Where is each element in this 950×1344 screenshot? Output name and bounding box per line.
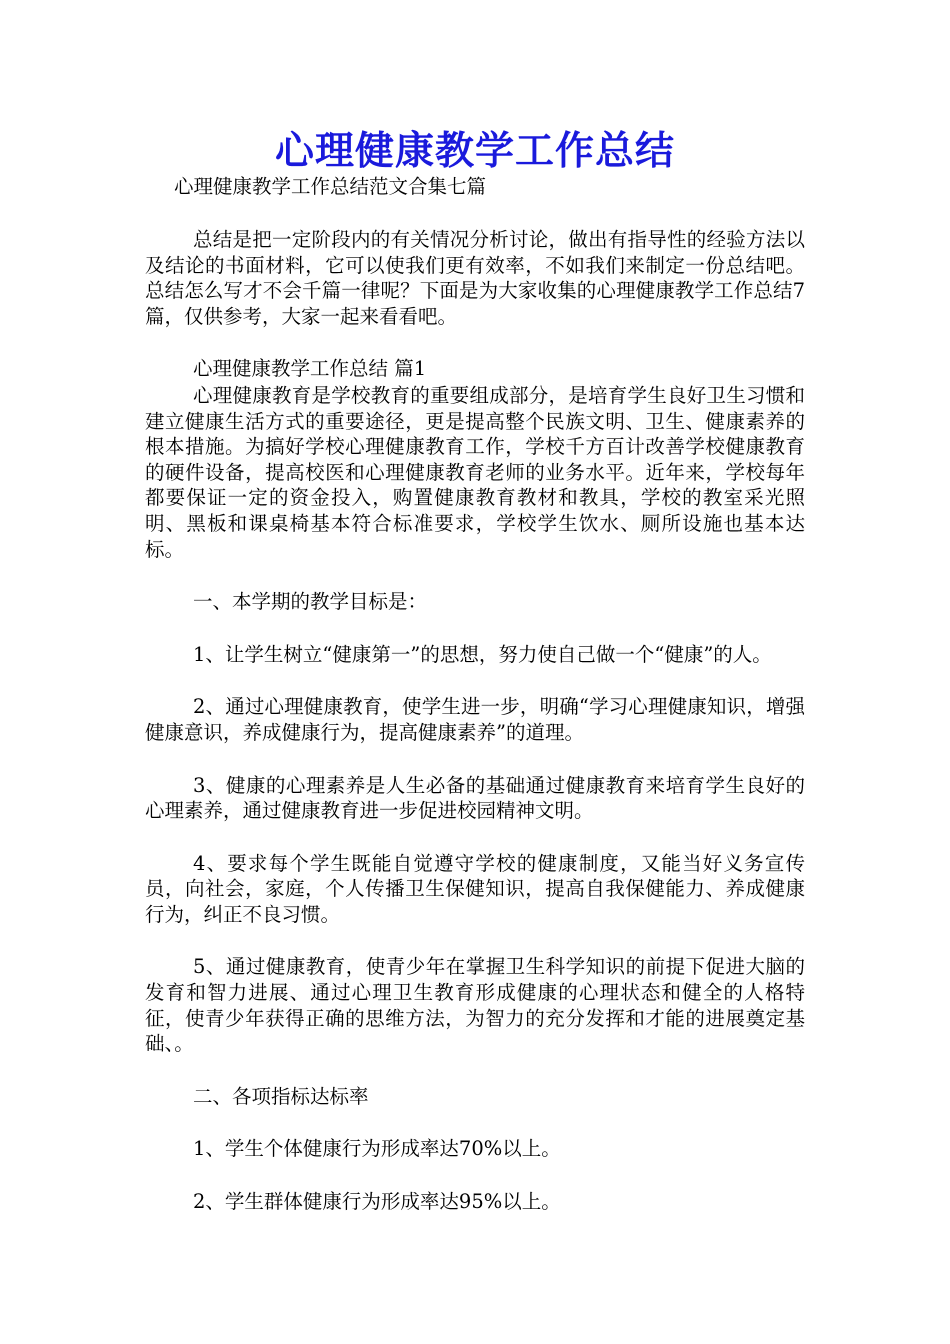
section-heading: 心理健康教学工作总结 篇1	[193, 357, 427, 381]
document-body	[145, 128, 805, 1215]
goal-item-5: 5、通过健康教育，使青少年在掌握卫生科学知识的前提下促进大脑的发育和智力进展、通过心理卫生教育形成健康的心理状态和健全的人格特征，使青少年获得正确的思维方法，为智力的充分发挥和才能的进展奠定基础、。	[145, 955, 805, 1056]
document-subtitle: 心理健康教学工作总结范文合集七篇	[174, 175, 487, 198]
indicator-item-2: 2、学生群体健康行为形成率达95%以上。	[193, 1190, 561, 1214]
goals-heading: 一、本学期的教学目标是：	[193, 590, 428, 614]
intro-paragraph: 总结是把一定阶段内的有关情况分析讨论，做出有指导性的经验方法以及结论的书面材料，它可以使我们更有效率，不如我们来制定一份总结吧。总结怎么写才不会千篇一律呢？下面是为大家收集的心理健康教学工作总结7篇，仅供参考，大家一起来看看吧。	[145, 228, 805, 328]
section-paragraph: 心理健康教育是学校教育的重要组成部分，是培育学生良好卫生习惯和建立健康生活方式的重要途径，更是提高整个民族文明、卫生、健康素养的根本措施。为搞好学校心理健康教育工作，学校千方百计改善学校健康教育的硬件设备，提高校医和心理健康教育老师的业务水平。近年来，学校每年都要保证一定的资金投入，购置健康教育教材和教具，学校的教室采光照明、黑板和课桌椅基本符合标准要求，学校学生饮水、厕所设施也基本达标。	[145, 383, 805, 561]
goal-item-1: 1、让学生树立“健康第一”的思想，努力使自己做一个“健康”的人。	[193, 642, 772, 666]
goal-item-2: 2、通过心理健康教育，使学生进一步，明确“学习心理健康知识，增强健康意识，养成健康行为，提高健康素养”的道理。	[145, 695, 805, 744]
indicators-heading: 二、各项指标达标率	[193, 1084, 369, 1108]
indicator-item-1: 1、学生个体健康行为形成率达70%以上。	[193, 1137, 561, 1161]
goal-item-4: 4、要求每个学生既能自觉遵守学校的健康制度，又能当好义务宣传员，向社会，家庭，个人传播卫生保健知识，提高自我保健能力、养成健康行为，纠正不良习惯。	[145, 851, 805, 926]
goal-item-3: 3、健康的心理素养是人生必备的基础通过健康教育来培育学生良好的心理素养，通过健康教育进一步促进校园精神文明。	[145, 773, 805, 823]
document-title: 心理健康教学工作总结	[274, 128, 675, 174]
